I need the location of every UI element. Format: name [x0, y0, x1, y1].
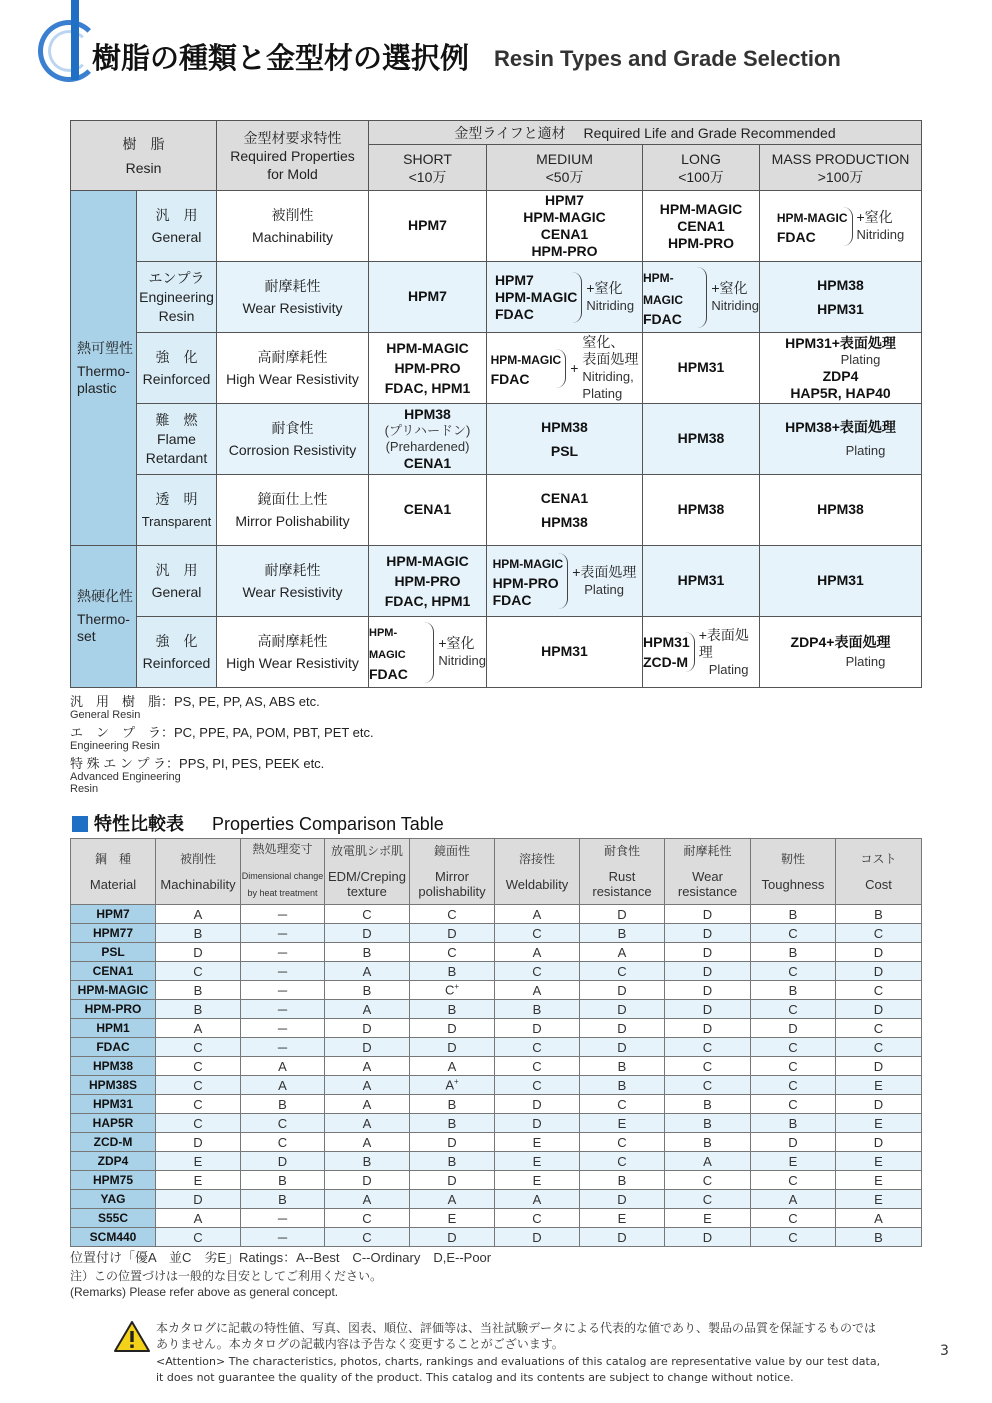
rating-cell: A — [410, 1190, 495, 1209]
rating-cell: B — [241, 1171, 325, 1190]
rating-cell: D — [580, 1190, 665, 1209]
rating-cell: D — [156, 1133, 241, 1152]
rating-cell: C — [325, 1228, 410, 1247]
group-thermoplastic: 熱可塑性 Thermo- plastic — [71, 191, 137, 546]
grade-cell: HPM-MAGIC FDAC +窒化 Nitriding — [643, 262, 760, 333]
rating-cell: B — [665, 1095, 751, 1114]
table-row — [71, 962, 922, 981]
grade-cell: HPM38 (プリハードン) (Prehardened) CENA1 — [369, 404, 487, 475]
rating-cell: E — [580, 1114, 665, 1133]
table-row — [71, 191, 922, 262]
rating-cell: D — [325, 1038, 410, 1057]
rating-cell: C — [156, 1057, 241, 1076]
rating-cell: D — [580, 1228, 665, 1247]
header-mass-production: MASS PRODUCTION >100万 — [760, 145, 922, 191]
material-name: YAG — [71, 1190, 156, 1209]
grade-cell: HPM31 — [760, 546, 922, 617]
rating-cell: C — [325, 905, 410, 924]
grade-cell: HPM38 — [643, 404, 760, 475]
material-name: CENA1 — [71, 962, 156, 981]
material-name: S55C — [71, 1209, 156, 1228]
rating-cell: B — [241, 1095, 325, 1114]
rating-cell: D — [665, 905, 751, 924]
rating-cell: D — [410, 1019, 495, 1038]
rating-cell: D — [836, 1095, 922, 1114]
rating-cell: D — [751, 1133, 836, 1152]
rating-cell: D — [665, 1019, 751, 1038]
rating-cell: ─ — [241, 943, 325, 962]
rating-cell: E — [836, 1152, 922, 1171]
table-row — [71, 1114, 922, 1133]
category-cell: 透 明 Transparent — [137, 475, 217, 546]
material-name: HPM31 — [71, 1095, 156, 1114]
rating-cell: E — [156, 1152, 241, 1171]
header-short: SHORT <10万 — [369, 145, 487, 191]
rating-cell: C — [751, 1171, 836, 1190]
material-name: HPM-MAGIC — [71, 981, 156, 1000]
rating-cell: B — [751, 905, 836, 924]
rating-cell: D — [495, 1114, 580, 1133]
rating-cell: C — [410, 943, 495, 962]
rating-cell: A+ — [410, 1076, 495, 1095]
grade-cell: ZDP4+表面処理 Plating — [760, 617, 922, 688]
grade-cell: HPM7 HPM-MAGIC CENA1 HPM-PRO — [487, 191, 643, 262]
rating-cell: B — [665, 1114, 751, 1133]
header-long: LONG <100万 — [643, 145, 760, 191]
rating-cell: A — [325, 1095, 410, 1114]
rating-cell: A — [325, 962, 410, 981]
column-header: 溶接性 Weldability — [495, 839, 580, 905]
rating-cell: E — [156, 1171, 241, 1190]
rating-cell: D — [156, 1190, 241, 1209]
rating-cell: D — [495, 1095, 580, 1114]
column-header: 鋼 種 Material — [71, 839, 156, 905]
grade-cell: CENA1 HPM38 — [487, 475, 643, 546]
category-cell: 強 化 Reinforced — [137, 333, 217, 404]
rating-cell: D — [836, 1133, 922, 1152]
rating-cell: D — [665, 1228, 751, 1247]
rating-cell: B — [410, 1152, 495, 1171]
grade-cell: HPM31 — [643, 546, 760, 617]
header-required-life: 金型ライフと適材 Required Life and Grade Recommended — [369, 121, 922, 145]
rating-cell: B — [156, 981, 241, 1000]
grade-cell: HPM-MAGIC FDAC +窒化 Nitriding — [760, 191, 922, 262]
material-name: ZDP4 — [71, 1152, 156, 1171]
material-name: HPM7 — [71, 905, 156, 924]
rating-cell: C — [751, 962, 836, 981]
rating-cell: B — [156, 924, 241, 943]
column-header: 熱処理変寸 Dimensional change by heat treatment — [241, 839, 325, 905]
rating-cell: B — [580, 1057, 665, 1076]
material-name: HPM1 — [71, 1019, 156, 1038]
rating-cell: D — [580, 981, 665, 1000]
grade-cell: HPM7 — [369, 191, 487, 262]
rating-cell: A — [580, 943, 665, 962]
header-accent-bar — [71, 0, 79, 80]
rating-cell: D — [410, 1228, 495, 1247]
material-name: HPM75 — [71, 1171, 156, 1190]
property-cell: 耐食性 Corrosion Resistivity — [217, 404, 369, 475]
rating-cell: C — [580, 1095, 665, 1114]
property-cell: 耐摩耗性 Wear Resistivity — [217, 262, 369, 333]
rating-cell: D — [410, 1133, 495, 1152]
rating-cell: A — [325, 1057, 410, 1076]
table-row — [71, 546, 922, 617]
table-row — [71, 1228, 922, 1247]
ratings-remarks: 位置付け「優A 並C 劣E」Ratings：A--Best C--Ordinary D,E--Poor 注）この位置づけは一般的な目安としてご利用ください。 (Remarks) Please refer above as general concept. — [70, 1250, 492, 1299]
rating-cell: A — [241, 1057, 325, 1076]
rating-cell: D — [325, 1171, 410, 1190]
rating-cell: D — [665, 924, 751, 943]
material-name: HPM38 — [71, 1057, 156, 1076]
rating-cell: A — [325, 1076, 410, 1095]
rating-cell: C — [156, 1114, 241, 1133]
table-row — [71, 1076, 922, 1095]
grade-cell: HPM31 — [487, 617, 643, 688]
page-number: 3 — [940, 1343, 949, 1359]
grade-cell: HPM7 HPM-MAGIC FDAC +窒化 Nitriding — [487, 262, 643, 333]
column-header: 被削性 Machinability — [156, 839, 241, 905]
column-header: 鏡面性 Mirror polishability — [410, 839, 495, 905]
table-row — [71, 1190, 922, 1209]
table-row — [71, 1171, 922, 1190]
rating-cell: C — [751, 1000, 836, 1019]
header-resin: 樹 脂 Resin — [71, 121, 217, 191]
rating-cell: D — [410, 1171, 495, 1190]
rating-cell: D — [665, 981, 751, 1000]
rating-cell: B — [751, 1114, 836, 1133]
rating-cell: A — [495, 905, 580, 924]
rating-cell: D — [410, 1038, 495, 1057]
grade-cell: HPM-MAGIC HPM-PRO FDAC +表面処理 Plating — [487, 546, 643, 617]
rating-cell: C — [751, 1209, 836, 1228]
rating-cell: A — [495, 943, 580, 962]
rating-cell: C — [495, 1209, 580, 1228]
rating-cell: B — [410, 1114, 495, 1133]
property-cell: 高耐摩耗性 High Wear Resistivity — [217, 333, 369, 404]
rating-cell: E — [495, 1133, 580, 1152]
grade-cell: HPM38 PSL — [487, 404, 643, 475]
rating-cell: C — [325, 1209, 410, 1228]
rating-cell: E — [751, 1152, 836, 1171]
table-row — [71, 1019, 922, 1038]
rating-cell: B — [580, 1076, 665, 1095]
rating-cell: C — [156, 1095, 241, 1114]
column-header: 靭性 Toughness — [751, 839, 836, 905]
rating-cell: A — [495, 981, 580, 1000]
category-cell: 汎 用 General — [137, 546, 217, 617]
rating-cell: A — [495, 1190, 580, 1209]
table-row — [71, 1095, 922, 1114]
rating-cell: D — [580, 1038, 665, 1057]
rating-cell: ─ — [241, 962, 325, 981]
grade-cell: HPM-MAGIC FDAC +窒化 Nitriding — [369, 617, 487, 688]
table-row — [71, 905, 922, 924]
attention-notice: 本カタログに記載の特性値、写真、図表、順位、評価等は、当社試験データによる代表的な値であり、製品の品質を保証するものでは ありません。本カタログの記載内容は予告なく変更することがございます。 <Attention> The characteristics, photos, charts, rankings and evaluations of this catalog are representative value by our test data, it does not guarantee the quality of the product. This catalog and its contents are subject to change without notice. — [156, 1321, 881, 1384]
rating-cell: ─ — [241, 1038, 325, 1057]
rating-cell: D — [325, 1019, 410, 1038]
header-arc-inner-decoration — [48, 30, 90, 72]
rating-cell: C — [836, 981, 922, 1000]
rating-cell: B — [410, 1000, 495, 1019]
rating-cell: B — [241, 1190, 325, 1209]
category-cell: 汎 用 General — [137, 191, 217, 262]
column-header: コスト Cost — [836, 839, 922, 905]
rating-cell: D — [665, 943, 751, 962]
property-cell: 耐摩耗性 Wear Resistivity — [217, 546, 369, 617]
rating-cell: B — [325, 943, 410, 962]
rating-cell: D — [495, 1228, 580, 1247]
category-cell: エンプラ Engineering Resin — [137, 262, 217, 333]
rating-cell: B — [580, 1171, 665, 1190]
rating-cell: B — [665, 1133, 751, 1152]
table-row — [71, 404, 922, 475]
rating-cell: ─ — [241, 924, 325, 943]
rating-cell: B — [410, 1095, 495, 1114]
grade-cell: CENA1 — [369, 475, 487, 546]
rating-cell: C — [495, 1057, 580, 1076]
square-bullet-icon — [72, 816, 88, 832]
rating-cell: A — [156, 905, 241, 924]
rating-cell: C — [665, 1057, 751, 1076]
rating-cell: C — [241, 1133, 325, 1152]
page-title-en: Resin Types and Grade Selection — [494, 46, 841, 71]
rating-cell: E — [836, 1114, 922, 1133]
grade-cell: HPM-MAGIC FDAC + 窒化、 表面処理 Nitriding, Plating — [487, 333, 643, 404]
rating-cell: C — [751, 1076, 836, 1095]
rating-cell: A — [751, 1190, 836, 1209]
table-row — [71, 1209, 922, 1228]
rating-cell: C — [241, 1114, 325, 1133]
rating-cell: E — [836, 1190, 922, 1209]
table-row — [71, 943, 922, 962]
rating-cell: C — [751, 1228, 836, 1247]
rating-cell: C — [495, 1076, 580, 1095]
rating-cell: B — [325, 1152, 410, 1171]
table-row — [71, 475, 922, 546]
material-name: PSL — [71, 943, 156, 962]
rating-cell: C — [751, 1095, 836, 1114]
rating-cell: C — [495, 1038, 580, 1057]
rating-cell: D — [241, 1152, 325, 1171]
rating-cell: E — [665, 1209, 751, 1228]
grade-cell: HPM38+表面処理 Plating — [760, 404, 922, 475]
rating-cell: C — [156, 1038, 241, 1057]
rating-cell: C — [156, 962, 241, 981]
rating-cell: B — [325, 981, 410, 1000]
rating-cell: B — [751, 981, 836, 1000]
rating-cell: A — [325, 1000, 410, 1019]
warning-icon — [114, 1320, 150, 1352]
rating-cell: D — [836, 1057, 922, 1076]
rating-cell: A — [325, 1190, 410, 1209]
grade-cell: HPM38 — [760, 475, 922, 546]
material-name: HPM77 — [71, 924, 156, 943]
rating-cell: B — [495, 1000, 580, 1019]
table-row — [71, 262, 922, 333]
rating-cell: C — [836, 1038, 922, 1057]
property-cell: 高耐摩耗性 High Wear Resistivity — [217, 617, 369, 688]
rating-cell: B — [836, 1228, 922, 1247]
rating-cell: C+ — [410, 981, 495, 1000]
resin-grade-table — [70, 120, 922, 688]
rating-cell: A — [665, 1152, 751, 1171]
grade-cell: HPM-MAGIC HPM-PRO FDAC, HPM1 — [369, 546, 487, 617]
rating-cell: D — [495, 1019, 580, 1038]
rating-cell: A — [156, 1209, 241, 1228]
page-title-jp: 樹脂の種類と金型材の選択例 — [92, 41, 470, 75]
table-row — [71, 1057, 922, 1076]
rating-cell: A — [836, 1209, 922, 1228]
rating-cell: ─ — [241, 1019, 325, 1038]
rating-cell: A — [325, 1133, 410, 1152]
table-row — [71, 1038, 922, 1057]
column-header: 放電肌シボ肌 EDM/Creping texture — [325, 839, 410, 905]
rating-cell: C — [665, 1171, 751, 1190]
properties-comparison-table — [70, 838, 922, 1247]
rating-cell: B — [156, 1000, 241, 1019]
rating-cell: C — [751, 1038, 836, 1057]
grade-cell: HPM-MAGIC CENA1 HPM-PRO — [643, 191, 760, 262]
rating-cell: C — [580, 1152, 665, 1171]
rating-cell: D — [836, 962, 922, 981]
category-cell: 強 化 Reinforced — [137, 617, 217, 688]
rating-cell: C — [495, 962, 580, 981]
group-thermoset: 熱硬化性 Thermo- set — [71, 546, 137, 688]
rating-cell: D — [410, 924, 495, 943]
table-row — [71, 1133, 922, 1152]
rating-cell: C — [836, 1019, 922, 1038]
rating-cell: C — [836, 924, 922, 943]
grade-cell: HPM38 HPM31 — [760, 262, 922, 333]
rating-cell: C — [156, 1228, 241, 1247]
material-name: SCM440 — [71, 1228, 156, 1247]
grade-cell: HPM7 — [369, 262, 487, 333]
rating-cell: D — [580, 905, 665, 924]
rating-cell: D — [836, 1000, 922, 1019]
table-row — [71, 981, 922, 1000]
rating-cell: D — [665, 1000, 751, 1019]
rating-cell: C — [665, 1038, 751, 1057]
column-header: 耐摩耗性 Wear resistance — [665, 839, 751, 905]
rating-cell: C — [410, 905, 495, 924]
grade-cell: HPM-MAGIC HPM-PRO FDAC, HPM1 — [369, 333, 487, 404]
rating-cell: E — [836, 1171, 922, 1190]
grade-cell: HPM38 — [643, 475, 760, 546]
header-medium: MEDIUM <50万 — [487, 145, 643, 191]
rating-cell: D — [836, 943, 922, 962]
rating-cell: A — [325, 1114, 410, 1133]
rating-cell: D — [751, 1019, 836, 1038]
material-name: HPM38S — [71, 1076, 156, 1095]
rating-cell: ─ — [241, 1000, 325, 1019]
rating-cell: E — [410, 1209, 495, 1228]
table-row — [71, 617, 922, 688]
table-row — [71, 1152, 922, 1171]
rating-cell: ─ — [241, 905, 325, 924]
rating-cell: D — [580, 1000, 665, 1019]
grade-cell: HPM31+表面処理 Plating ZDP4 HAP5R, HAP40 — [760, 333, 922, 404]
rating-cell: C — [665, 1076, 751, 1095]
rating-cell: E — [495, 1152, 580, 1171]
rating-cell: B — [836, 905, 922, 924]
rating-cell: ─ — [241, 1209, 325, 1228]
grade-cell: HPM31 — [643, 333, 760, 404]
rating-cell: C — [495, 924, 580, 943]
property-cell: 被削性 Machinability — [217, 191, 369, 262]
rating-cell: E — [836, 1076, 922, 1095]
rating-cell: D — [665, 962, 751, 981]
rating-cell: ─ — [241, 981, 325, 1000]
property-cell: 鏡面仕上性 Mirror Polishability — [217, 475, 369, 546]
rating-cell: C — [580, 962, 665, 981]
rating-cell: C — [580, 1133, 665, 1152]
material-name: ZCD-M — [71, 1133, 156, 1152]
rating-cell: E — [495, 1171, 580, 1190]
rating-cell: A — [241, 1076, 325, 1095]
table-row — [71, 924, 922, 943]
rating-cell: C — [751, 924, 836, 943]
resin-legend: 汎 用 樹 脂：PS, PE, PP, AS, ABS etc. General Resin エ ン プ ラ：PC, PPE, PA, POM, PBT, PET etc. Engineering Resin 特 殊 エ ン プ ラ：PPS, PI, PES, PEEK etc. Advanced Engineering Resin — [70, 694, 374, 795]
rating-cell: A — [156, 1019, 241, 1038]
rating-cell: B — [580, 924, 665, 943]
rating-cell: C — [751, 1057, 836, 1076]
rating-cell: C — [156, 1076, 241, 1095]
material-name: FDAC — [71, 1038, 156, 1057]
table-row — [71, 1000, 922, 1019]
material-name: HAP5R — [71, 1114, 156, 1133]
rating-cell: C — [665, 1190, 751, 1209]
section-title: 特性比較表 Properties Comparison Table — [72, 810, 444, 836]
material-name: HPM-PRO — [71, 1000, 156, 1019]
rating-cell: B — [751, 943, 836, 962]
rating-cell: A — [410, 1057, 495, 1076]
rating-cell: ─ — [241, 1228, 325, 1247]
rating-cell: E — [580, 1209, 665, 1228]
table-row — [71, 333, 922, 404]
column-header: 耐食性 Rust resistance — [580, 839, 665, 905]
rating-cell: D — [325, 924, 410, 943]
category-cell: 難 燃 Flame Retardant — [137, 404, 217, 475]
rating-cell: D — [156, 943, 241, 962]
rating-cell: B — [410, 962, 495, 981]
grade-cell: HPM31 ZCD-M +表面処理 Plating — [643, 617, 760, 688]
rating-cell: D — [580, 1019, 665, 1038]
header-required-properties: 金型材要求特性 Required Properties for Mold — [217, 121, 369, 191]
